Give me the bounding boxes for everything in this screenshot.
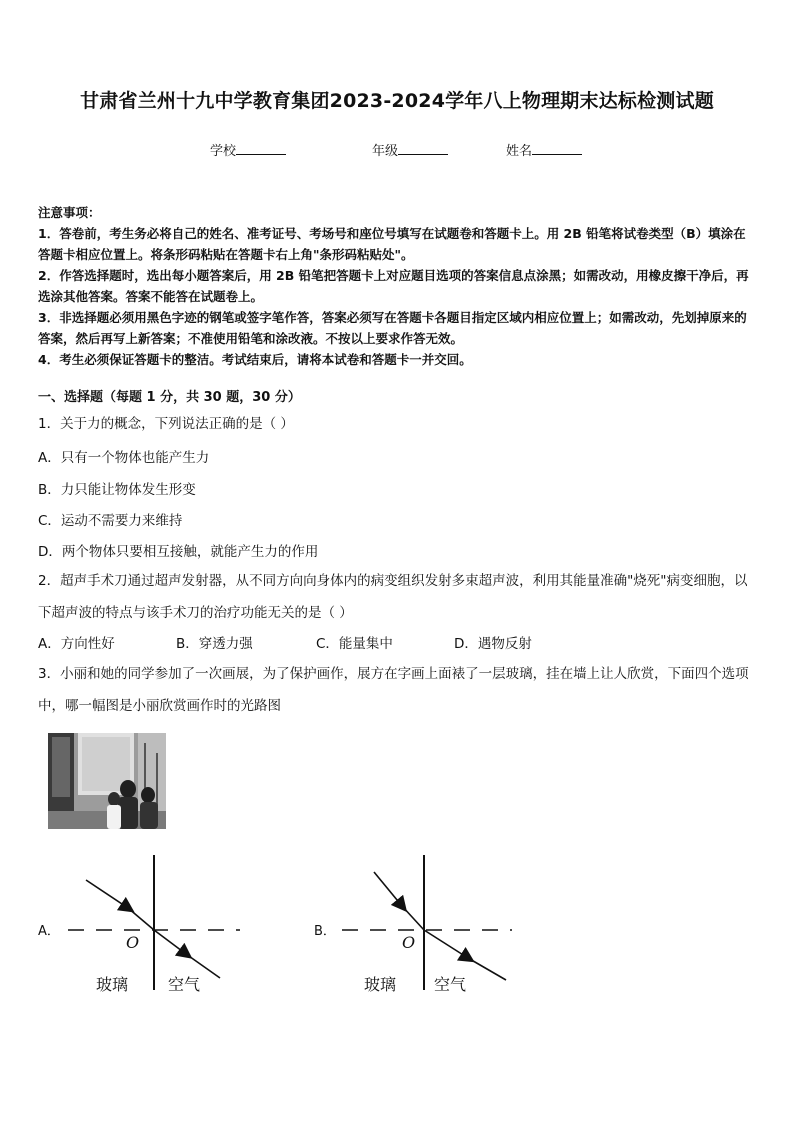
name-field xyxy=(506,140,582,159)
q2-option-b: B．穿透力强 xyxy=(176,636,253,652)
question-3-stem: 3．小丽和她的同学参加了一次画展，为了保护画作，展方在字画上面裱了一层玻璃，挂在墙上让人欣赏，下面四个选项中，哪一幅图是小丽欣赏画作时的光路图 xyxy=(38,666,749,714)
q1-option-c: C．运动不需要力来维持 xyxy=(38,513,183,529)
note-item: 4．考生必须保证答题卡的整洁。考试结束后，请将本试卷和答题卡一并交回。 xyxy=(38,352,472,367)
page-title: 甘肃省兰州十九中学教育集团2023-2024学年八上物理期末达标检测试题 xyxy=(80,90,714,112)
diagram-a-option: A． xyxy=(38,924,60,939)
exhibition-photo xyxy=(48,733,166,829)
q1-option-a: A．只有一个物体也能产生力 xyxy=(38,450,210,466)
grade-field xyxy=(372,140,448,159)
school-blank xyxy=(236,142,286,155)
diagram-b-option: B． xyxy=(314,924,336,939)
note-item: 3．非选择题必须用黑色字迹的钢笔或签字笔作答，答案必须写在答题卡各题目指定区域内相应位置上；如需改动，先划掉原来的答案，然后再写上新答案；不准使用铅笔和涂改液。不按以上要求作答无效。 xyxy=(38,310,747,346)
grade-blank xyxy=(398,142,448,155)
school-field xyxy=(210,140,286,159)
grade-label: 年级 xyxy=(372,144,399,159)
diagram-a-glass-label: 玻璃 xyxy=(96,975,129,994)
note-item: 1．答卷前，考生务必将自己的姓名、准考证号、考场号和座位号填写在试题卷和答题卡上。用 2B 铅笔将试卷类型（B）填涂在答题卡相应位置上。将条形码粘贴在答题卡右上角"条形码粘贴处"。 xyxy=(38,226,746,262)
diagram-a-air-label: 空气 xyxy=(168,975,201,994)
q2-option-a: A．方向性好 xyxy=(38,636,115,652)
name-blank xyxy=(532,142,582,155)
q2-option-c: C．能量集中 xyxy=(316,636,393,652)
diagram-b-air-label: 空气 xyxy=(434,975,467,994)
q2-option-d: D．遇物反射 xyxy=(454,636,532,652)
note-item: 2．作答选择题时，选出每小题答案后，用 2B 铅笔把答题卡上对应题目选项的答案信息点涂黑；如需改动，用橡皮擦干净后，再选涂其他答案。答案不能答在试题卷上。 xyxy=(38,268,749,304)
question-1-stem: 1．关于力的概念，下列说法正确的是（ ） xyxy=(38,416,294,432)
notes-block xyxy=(38,202,758,370)
notes-heading: 注意事项： xyxy=(38,205,101,220)
question-2-stem: 2．超声手术刀通过超声发射器，从不同方向向身体内的病变组织发射多束超声波，利用其能量准确"烧死"病变细胞，以下超声波的特点与该手术刀的治疗功能无关的是（ ） xyxy=(38,573,748,621)
section-heading: 一、选择题（每题 1 分，共 30 题，30 分） xyxy=(38,390,301,405)
q1-option-d: D．两个物体只要相互接触，就能产生力的作用 xyxy=(38,544,319,560)
q1-option-b: B．力只能让物体发生形变 xyxy=(38,482,196,498)
diagram-b-light-path xyxy=(334,850,524,1000)
diagram-b-glass-label: 玻璃 xyxy=(364,975,397,994)
q2-options xyxy=(38,632,638,652)
school-label: 学校 xyxy=(210,144,237,159)
diagram-b-origin: O xyxy=(402,933,416,952)
diagram-a-light-path xyxy=(60,850,250,1000)
diagram-a-origin: O xyxy=(126,933,140,952)
name-label: 姓名 xyxy=(506,144,533,159)
